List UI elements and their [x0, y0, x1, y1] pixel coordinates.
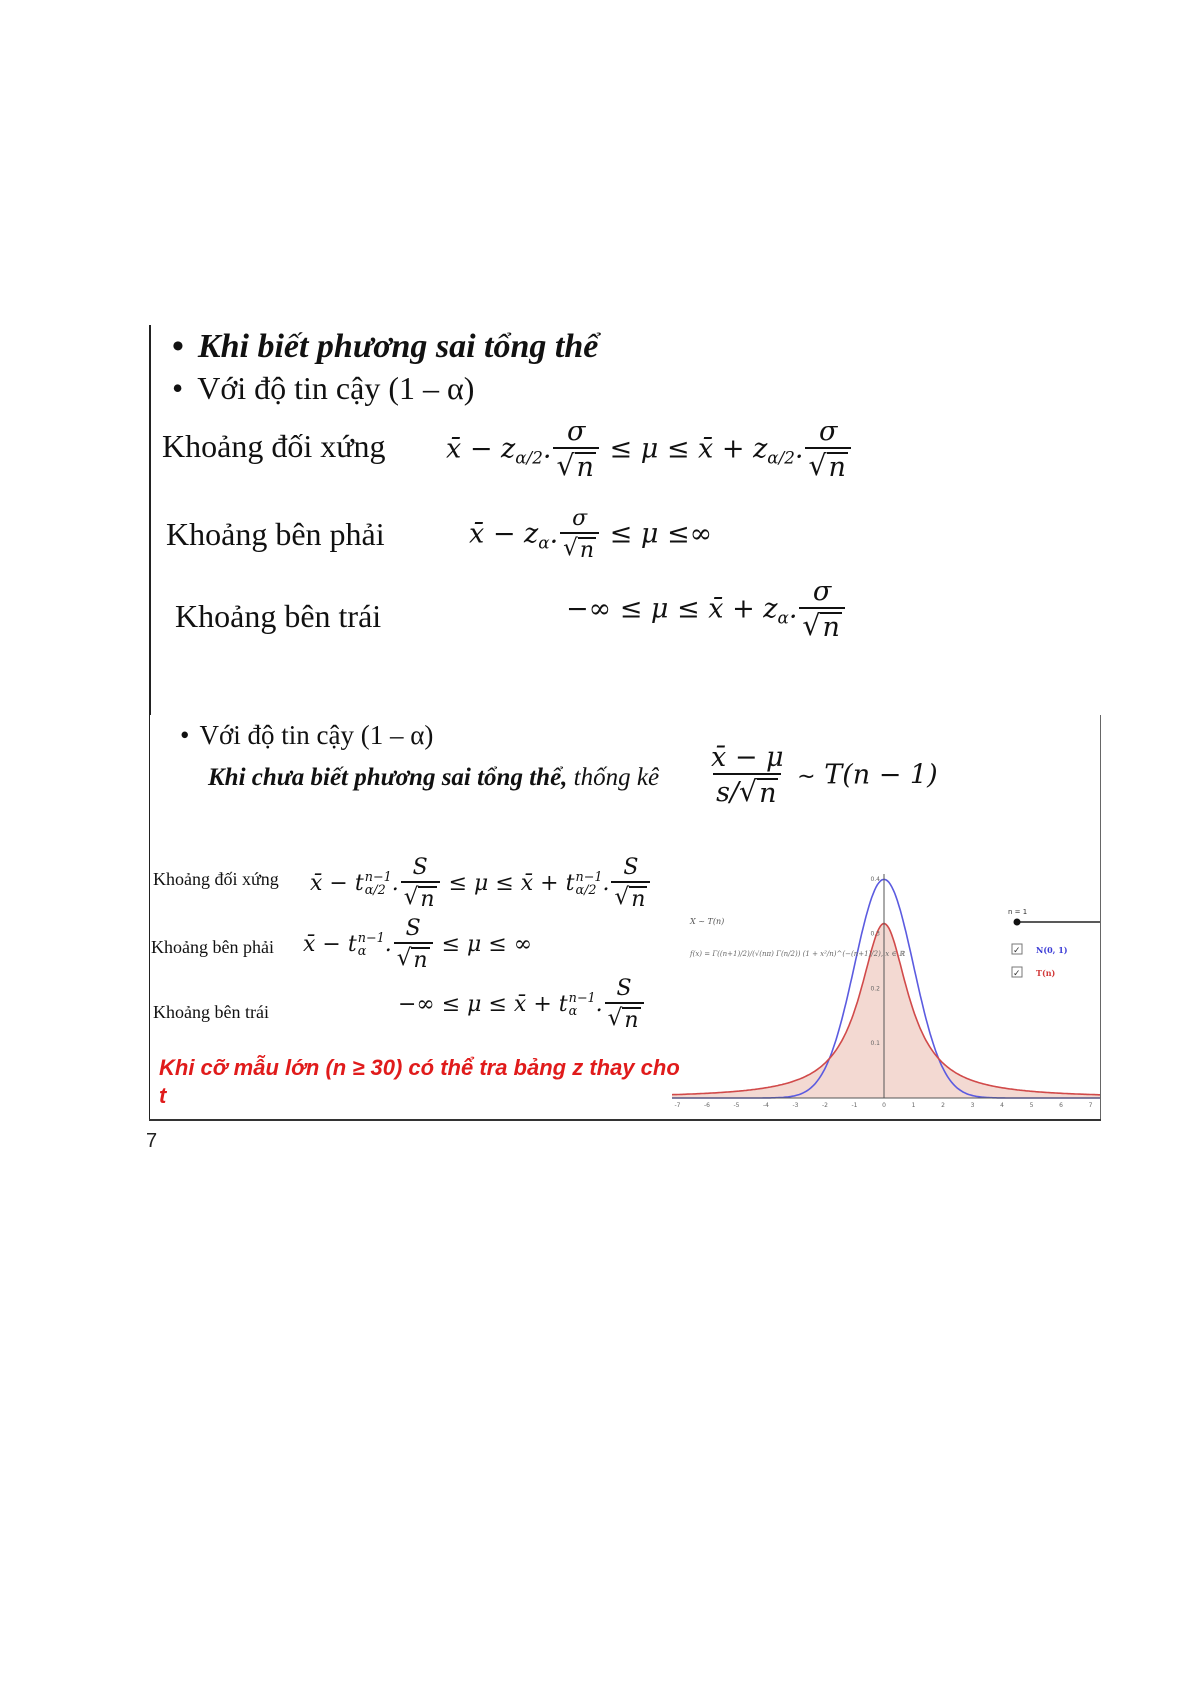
- x-tick-label: 3: [970, 1102, 975, 1109]
- bullet-known-variance-text: Khi biết phương sai tổng thể: [197, 328, 599, 365]
- bullet-known-variance: [172, 328, 598, 366]
- bullet-confidence-2: [180, 720, 433, 751]
- bullet-dot: •: [180, 720, 190, 750]
- bullet-confidence-2-text: Với độ tin cậy (1 – α): [199, 720, 434, 750]
- x-tick-label: -1: [851, 1102, 858, 1109]
- slide-2-left-border: [149, 715, 150, 1120]
- x-tick-label: -2: [822, 1102, 828, 1109]
- legend-check-t: ✓: [1013, 969, 1021, 979]
- x-tick-label: 2: [941, 1102, 945, 1109]
- slide-1-left-border: [149, 325, 151, 715]
- x-tick-label: -6: [704, 1102, 710, 1109]
- formula-right-2: x̄ − t n−1 α . S √ n ≤ μ ≤ ∞: [303, 916, 533, 973]
- label-symmetric-2: Khoảng đối xứng: [153, 869, 279, 889]
- bullet-confidence-1: [172, 370, 474, 407]
- formula-left-2: −∞ ≤ μ ≤ x̄ + t n−1 α . S √ n: [398, 978, 646, 1032]
- unknown-variance-statement: [208, 764, 659, 792]
- y-tick-label: 0.4: [870, 875, 880, 883]
- legend-label-normal: N(0, 1): [1036, 945, 1068, 955]
- x-tick-label: -3: [792, 1102, 799, 1109]
- bullet-dot: •: [172, 328, 184, 365]
- x-tick-label: 4: [1000, 1102, 1004, 1109]
- legend-check-normal: ✓: [1013, 946, 1021, 956]
- formula-right-1: x̄ − $z_\alpha$. σ √ n ≤ μ ≤∞: [469, 506, 713, 563]
- x-tick-label: 6: [1059, 1102, 1063, 1109]
- y-tick-label: 0.1: [870, 1040, 880, 1048]
- graph-title-formula: X ~ T(n): [690, 917, 725, 926]
- formula-left-1: −∞ ≤ μ ≤ x̄ + $z_\alpha$. σ √ n: [566, 578, 847, 642]
- label-left-1: Khoảng bên trái: [175, 598, 382, 634]
- statement-rest: thống kê: [567, 764, 660, 791]
- y-tick-label: 0.3: [870, 930, 880, 938]
- x-tick-label: -5: [733, 1102, 740, 1109]
- legend-label-t: T(n): [1036, 968, 1056, 978]
- label-right-1: Khoảng bên phải: [166, 516, 385, 552]
- formula-symmetric-1: x̄ − $z_{\alpha/2}$. σ √ n ≤ μ ≤ x̄ + $z_{\alpha/2}$. σ √ n: [446, 418, 853, 482]
- y-tick-label: 0.2: [870, 985, 880, 993]
- distribution-graph: [672, 874, 1100, 1120]
- bullet-confidence-1-text: Với độ tin cậy (1 – α): [197, 370, 475, 406]
- slider-handle[interactable]: [1014, 919, 1021, 926]
- graph-density-formula: f(x) = Γ((n+1)/2)/(√(nπ) Γ(n/2)) (1 + x²/n)^(−(n+1)/2), x ∈ ℝ: [690, 950, 905, 958]
- label-left-2: Khoảng bên trái: [153, 1002, 269, 1022]
- x-tick-label: 1: [911, 1102, 916, 1109]
- label-right-2: Khoảng bên phải: [151, 937, 274, 957]
- x-tick-label: -7: [674, 1102, 681, 1109]
- large-sample-note: Khi cỡ mẫu lớn (n ≥ 30) có thể tra bảng z thay cho t: [159, 1055, 680, 1108]
- label-symmetric-1: Khoảng đối xứng: [162, 428, 386, 464]
- bullet-dot: •: [172, 370, 184, 406]
- x-tick-label: 0: [882, 1102, 886, 1109]
- page-number: 7: [146, 1130, 158, 1152]
- statement-bold: Khi chưa biết phương sai tổng thể,: [208, 764, 568, 791]
- t-statistic-formula: x̄ − μ s/ √ n ~ T(n − 1): [711, 742, 938, 809]
- x-tick-label: 5: [1029, 1102, 1034, 1109]
- x-tick-label: 7: [1088, 1102, 1093, 1109]
- formula-symmetric-2: x̄ − t n−1 α/2 . S √ n ≤ μ ≤ x̄ + t n−1 α/2 . S √ n: [310, 857, 652, 911]
- slide-2-right-border: [1100, 715, 1101, 1120]
- x-tick-label: -4: [763, 1102, 769, 1109]
- slider-label: n = 1: [1008, 908, 1028, 916]
